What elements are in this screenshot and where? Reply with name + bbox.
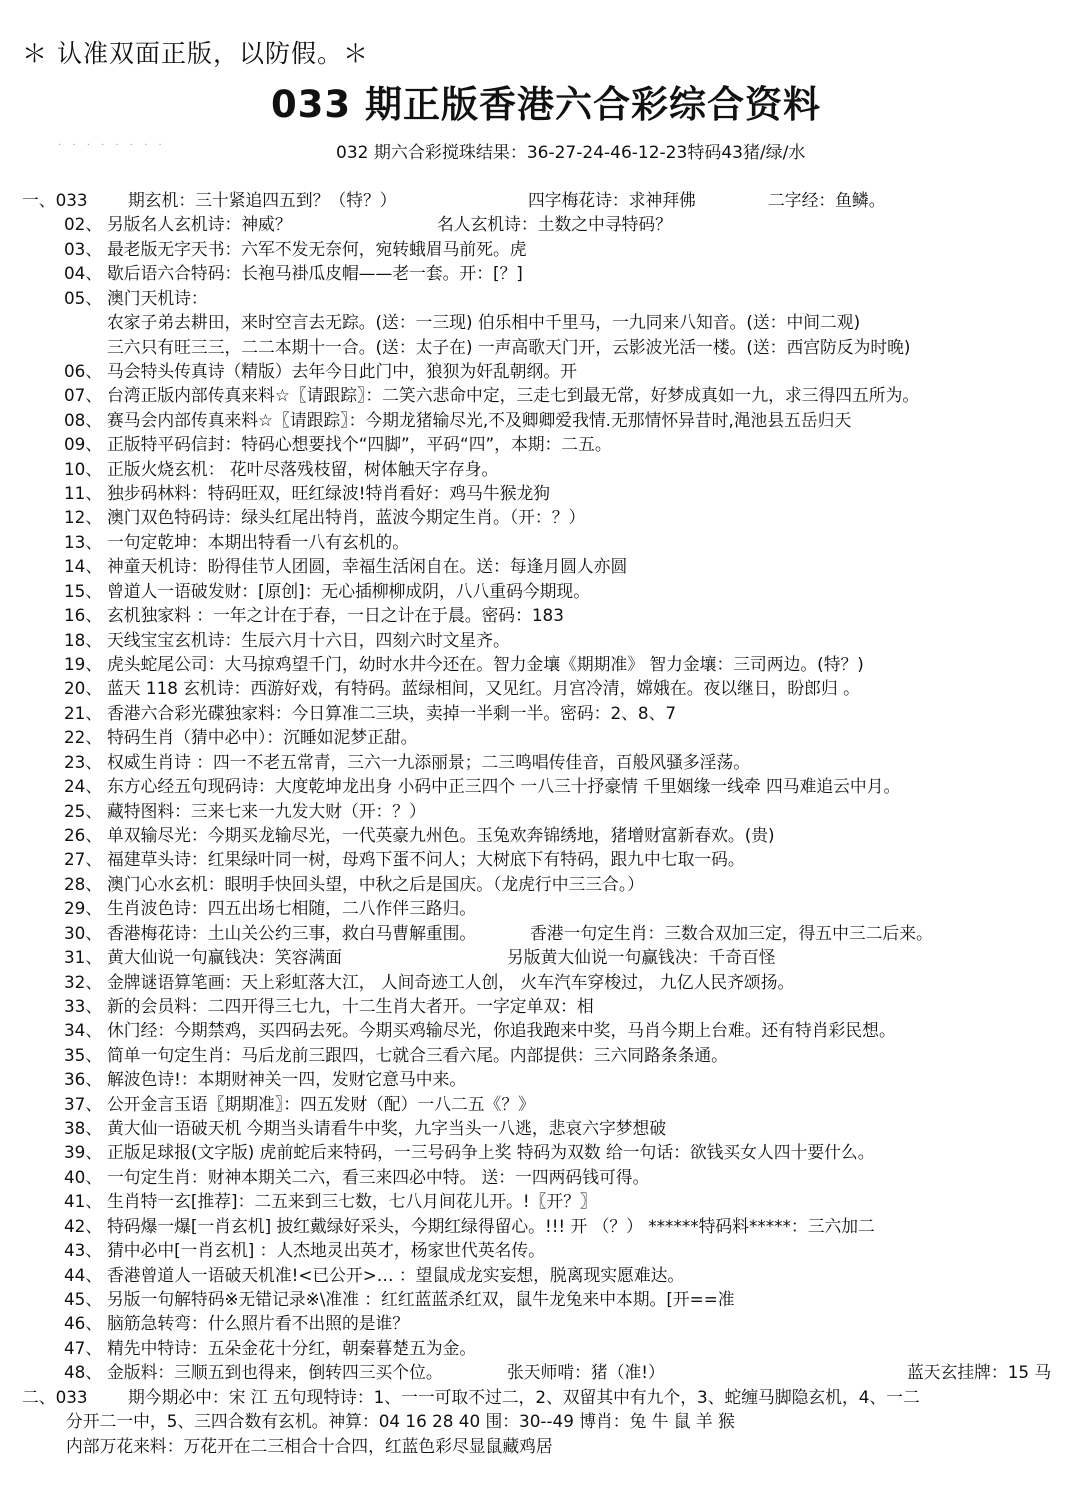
line-number: 34、	[64, 1020, 103, 1041]
line-text: 香港一句定生肖：三数合双加三定，得五中三二后来。	[530, 922, 933, 943]
line-number: 03、	[64, 238, 103, 259]
content-line	[0, 701, 1092, 725]
content-line	[0, 970, 1092, 994]
content-line	[0, 1043, 1092, 1067]
content-line	[0, 432, 1092, 456]
line-number: 43、	[64, 1240, 103, 1261]
content-line	[0, 1287, 1092, 1311]
line-text: 特码生肖（猜中必中）：沉睡如泥梦正甜。	[107, 727, 418, 748]
line-number: 02、	[64, 214, 103, 235]
content-line	[0, 530, 1092, 554]
line-number: 11、	[64, 483, 103, 504]
line-text: 最老版无字天书：六军不发无奈何，宛转蛾眉马前死。虎	[107, 238, 527, 259]
line-text: 分开二一中，5、三四合数有玄机。神算：04 16 28 40 围：30--49 博肖：兔 牛 鼠 羊 猴	[66, 1411, 735, 1432]
content-line	[0, 457, 1092, 481]
line-text: 四字梅花诗：求神拜佛	[528, 190, 696, 210]
content-line	[0, 725, 1092, 749]
content-line	[0, 1336, 1092, 1360]
content-line	[0, 847, 1092, 871]
content-line	[0, 774, 1092, 798]
content-line	[0, 750, 1092, 774]
line-number: 30、	[64, 922, 103, 943]
line-number: 04、	[64, 263, 103, 284]
content-line	[0, 603, 1092, 627]
content-line	[0, 921, 1092, 945]
content-line	[0, 1434, 1092, 1458]
content-line	[0, 1165, 1092, 1189]
content-line	[0, 1189, 1092, 1213]
line-text: 黄大仙说一句赢钱决：笑容满面	[107, 947, 342, 968]
content-line	[0, 1263, 1092, 1287]
line-number: 33、	[64, 995, 103, 1016]
content-line	[0, 652, 1092, 676]
line-text: 正版足球报(文字版) 虎前蛇后来特码，一三号码争上奖 特码为双数 给一句话：欲钱买女人四十要什么。	[107, 1142, 875, 1163]
line-number: 37、	[64, 1093, 103, 1114]
line-number: 39、	[64, 1142, 103, 1163]
content-line	[0, 945, 1092, 969]
content-line	[0, 799, 1092, 823]
line-text: 神童天机诗：盼得佳节人团圆，幸福生活闲自在。送：每逢月圆人亦圆	[107, 556, 628, 577]
line-text: 另版一句解特码※无错记录※\准准 ：红红蓝蓝杀红双，鼠牛龙兔来中本期。[开==准	[107, 1288, 735, 1309]
line-number: 28、	[64, 873, 103, 894]
line-text: 东方心经五句现码诗：大度乾坤龙出身 小码中正三四个 一八三十抒豪情 千里姻缘一线牵 四马难追云中月。	[107, 776, 901, 797]
line-text: 休门经：今期禁鸡，买四码去死。今期买鸡输尽光，你追我跑来中奖，马肖今期上台难。还有特肖彩民想。	[107, 1020, 896, 1041]
line-text: 独步码林料：特码旺双，旺红绿波!特肖看好：鸡马牛猴龙狗	[107, 483, 551, 504]
line-text: 脑筋急转弯：什么照片看不出照的是谁？	[107, 1313, 410, 1334]
line-text: 马会特头传真诗（精版）去年今日此门中，狼狈为奸乱朝纲。开	[107, 360, 577, 381]
line-text: 权威生肖诗 ：四一不老五常青，三六一九添丽景；二三鸣唱传佳音，百般风骚多淫荡。	[107, 751, 751, 772]
line-number: 24、	[64, 776, 103, 797]
line-number: 18、	[64, 629, 103, 650]
line-text: 农家子弟去耕田，来时空言去无踪。(送：一三现) 伯乐相中千里马，一九同来八知音。(送：中间二观)	[107, 312, 861, 333]
line-number: 32、	[64, 971, 103, 992]
content-line	[0, 872, 1092, 896]
line-number: 22、	[64, 727, 103, 748]
line-text: 香港梅花诗：土山关公约三事，救白马曹解重围。	[107, 922, 477, 943]
content-line	[0, 994, 1092, 1018]
line-text: 名人玄机诗：土数之中寻特码？	[437, 214, 672, 235]
faint-dots: · · · · · · · ·	[58, 140, 166, 151]
line-text: 生肖特一玄[推荐]：二五来到三七数，七八月间花儿开。!〖开？〗	[107, 1191, 597, 1212]
content-line	[0, 237, 1092, 261]
content-line	[0, 335, 1092, 359]
line-text: 特码爆一爆[一肖玄机] 披红戴绿好采头，今期红绿得留心。!!! 开 （？） ******特码料*****：三六加二	[107, 1215, 875, 1236]
content-line	[0, 212, 1092, 236]
content-line	[0, 1360, 1092, 1384]
content-line	[0, 310, 1092, 334]
notice-text: ＊ 认准双面正版，以防假。＊	[22, 39, 369, 68]
content-line	[0, 823, 1092, 847]
line-number: 一、033	[22, 190, 88, 210]
line-number: 二、033	[22, 1386, 88, 1407]
content-line	[0, 359, 1092, 383]
line-text: 一句定生肖：财神本期关二六，看三来四必中特。 送：一四两码钱可得。	[107, 1166, 650, 1187]
line-number: 41、	[64, 1191, 103, 1212]
line-text: 澳门双色特码诗：绿头红尾出特肖，蓝波今期定生肖。（开：？）	[107, 507, 586, 528]
line-text: 曾道人一语破发财：[原创]：无心插柳柳成阴，八八重码今期现。	[107, 580, 590, 601]
line-number: 07、	[64, 385, 103, 406]
line-number: 38、	[64, 1118, 103, 1139]
line-number: 40、	[64, 1166, 103, 1187]
line-number: 16、	[64, 605, 103, 626]
content-line	[0, 1385, 1092, 1409]
line-number: 29、	[64, 898, 103, 919]
content-line	[0, 1409, 1092, 1433]
content-line	[0, 1238, 1092, 1262]
line-text: 正版火烧玄机： 花叶尽落残枝留，树体触天字存身。	[107, 458, 499, 479]
line-number: 35、	[64, 1044, 103, 1065]
line-text: 赛马会内部传真来料☆〖请跟踪〗：今期龙猪输尽光,不及卿卿爱我情.无那情怀异昔时,渑池县五岳归天	[107, 409, 852, 430]
line-text: 精先中特诗：五朵金花十分红，朝秦暮楚五为金。	[107, 1337, 477, 1358]
line-text: 公开金言玉语〖期期准〗：四五发财（配）一八二五《？》	[107, 1093, 535, 1114]
line-number: 48、	[64, 1362, 103, 1383]
line-text: 澳门天机诗：	[107, 287, 208, 308]
line-text: 香港六合彩光碟独家料：今日算准二三块，卖掉一半剩一半。密码：2、8、7	[107, 702, 677, 723]
line-text: 澳门心水玄机：眼明手快回头望，中秋之后是国庆。（龙虎行中三三合。）	[107, 873, 644, 894]
content-list	[0, 188, 1092, 1458]
line-text: 藏特图料：三来七来一九发大财（开：？）	[107, 800, 426, 821]
line-text: 期玄机：三十紧追四五到？（特？）	[128, 190, 397, 210]
content-line	[0, 188, 1092, 212]
line-number: 05、	[64, 287, 103, 308]
line-number: 36、	[64, 1069, 103, 1090]
line-text: 蓝天 118 玄机诗：西游好戏，有特码。蓝绿相间，又见红。月宫冷清，嫦娥在。夜以继日，盼郎归 。	[107, 678, 860, 699]
line-number: 13、	[64, 531, 103, 552]
line-text: 解波色诗!：本期财神关一四，发财它意马中来。	[107, 1069, 467, 1090]
line-number: 44、	[64, 1264, 103, 1285]
line-text: 香港曾道人一语破天机准!<已公开>… ：望鼠成龙实妄想，脱离现实愿难达。	[107, 1264, 685, 1285]
line-text: 二字经：鱼鳞。	[768, 190, 886, 210]
line-text: 内部万花来料：万花开在二三相合十合四，红蓝色彩尽显鼠藏鸡居	[66, 1435, 553, 1456]
content-line	[0, 554, 1092, 578]
line-text: 另版名人玄机诗：神威？	[107, 214, 292, 235]
line-text: 期今期必中：宋 江 五句现特诗：1、一一可取不过二，2、双留其中有九个，3、蛇缠马脚隐玄机，4、一二	[128, 1386, 920, 1407]
content-line	[0, 286, 1092, 310]
line-text: 一句定乾坤：本期出特看一八有玄机的。	[107, 531, 410, 552]
line-number: 25、	[64, 800, 103, 821]
content-line	[0, 408, 1092, 432]
content-line	[0, 1067, 1092, 1091]
line-number: 20、	[64, 678, 103, 699]
line-number: 06、	[64, 360, 103, 381]
line-number: 23、	[64, 751, 103, 772]
line-text: 简单一句定生肖：马后龙前三跟四，七就合三看六尾。内部提供：三六同路条条通。	[107, 1044, 728, 1065]
line-text: 蓝天玄挂牌：15 马	[907, 1362, 1052, 1383]
line-text: 福建草头诗：红果绿叶同一树，母鸡下蛋不问人；大树底下有特码，跟九中七取一码。	[107, 849, 745, 870]
line-text: 另版黄大仙说一句赢钱决：千奇百怪	[507, 947, 776, 968]
line-text: 歇后语六合特码：长袍马褂瓜皮帽——老一套。开：[？]	[107, 263, 523, 284]
line-text: 黄大仙一语破天机 今期当头请看牛中奖，九字当头一八逃，悲哀六字梦想破	[107, 1118, 667, 1139]
line-text: 虎头蛇尾公司：大马掠鸡望千门，幼时水井今还在。智力金壤《期期准》 智力金壤：三司两边。(特？)	[107, 654, 864, 675]
line-number: 15、	[64, 580, 103, 601]
line-number: 26、	[64, 824, 103, 845]
previous-result: 032 期六合彩搅珠结果：36-27-24-46-12-23特码43猪/绿/水	[336, 143, 806, 163]
line-text: 单双输尽光：今期买龙输尽光，一代英豪九州色。玉兔欢奔锦绣地，猪增财富新春欢。(贵)	[107, 824, 775, 845]
content-line	[0, 505, 1092, 529]
content-line	[0, 1214, 1092, 1238]
content-line	[0, 628, 1092, 652]
content-line	[0, 1092, 1092, 1116]
line-number: 27、	[64, 849, 103, 870]
line-text: 天线宝宝玄机诗：生辰六月十六日，四刻六时文星齐。	[107, 629, 510, 650]
line-number: 10、	[64, 458, 103, 479]
content-line	[0, 1116, 1092, 1140]
line-text: 金牌谜语算笔画：天上彩虹落大江， 人间奇迹工人创， 火车汽车穿梭过， 九亿人民齐颂扬。	[107, 971, 795, 992]
line-number: 47、	[64, 1337, 103, 1358]
line-number: 08、	[64, 409, 103, 430]
line-number: 14、	[64, 556, 103, 577]
content-line	[0, 579, 1092, 603]
line-text: 正版特平码信封：特码心想要找个“四脚”，平码“四”，本期：二五。	[107, 434, 612, 455]
line-number: 19、	[64, 654, 103, 675]
content-line	[0, 261, 1092, 285]
line-text: 三六只有旺三三，二二本期十一合。(送：太子在) 一声高歌天门开，云影波光活一楼。(送：西宫防反为时晚)	[107, 336, 911, 357]
line-text: 猜中必中[一肖玄机] ：人杰地灵出英才，杨家世代英名传。	[107, 1240, 545, 1261]
line-text: 张天师啃：猪（准!）	[507, 1362, 665, 1383]
line-number: 21、	[64, 702, 103, 723]
line-text: 新的会员料：二四开得三七九，十二生肖大者开。一字定单双：相	[107, 995, 594, 1016]
line-text: 生肖波色诗：四五出场七相随，二八作伴三路归。	[107, 898, 477, 919]
line-number: 42、	[64, 1215, 103, 1236]
content-line	[0, 1018, 1092, 1042]
content-line	[0, 676, 1092, 700]
line-text: 台湾正版内部传真来料☆〖请跟踪〗：二笑六悲命中定，三走七到最无常，好梦成真如一九，求三得四五所为。	[107, 385, 920, 406]
line-number: 46、	[64, 1313, 103, 1334]
page-title: 033 期正版香港六合彩综合资料	[270, 83, 822, 126]
line-number: 12、	[64, 507, 103, 528]
line-number: 45、	[64, 1288, 103, 1309]
line-number: 31、	[64, 947, 103, 968]
line-number: 09、	[64, 434, 103, 455]
line-text: 金版料：三顺五到也得来，倒转四三买个位。	[107, 1362, 443, 1383]
line-text: 玄机独家料 ：一年之计在于春，一日之计在于晨。密码：183	[107, 605, 564, 626]
content-line	[0, 481, 1092, 505]
content-line	[0, 1311, 1092, 1335]
content-line	[0, 896, 1092, 920]
content-line	[0, 1140, 1092, 1164]
content-line	[0, 383, 1092, 407]
